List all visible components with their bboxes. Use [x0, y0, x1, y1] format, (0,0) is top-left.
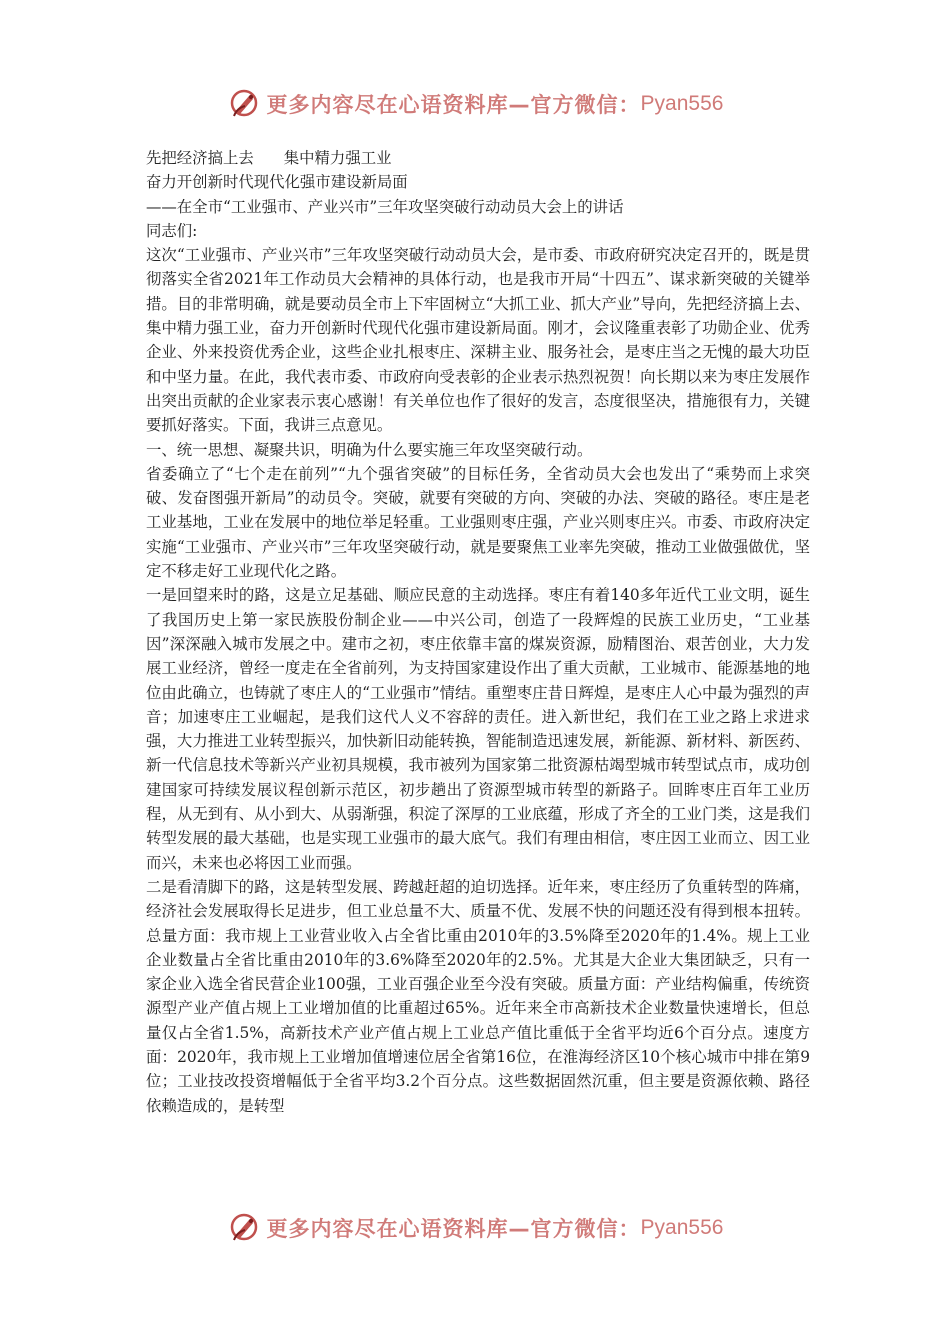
document-subtitle: 奋力开创新时代现代化强市建设新局面 — [146, 173, 408, 192]
banner-text: 更多内容尽在心语资料库—官方微信： — [266, 1217, 641, 1241]
speech-occasion: ——在全市“工业强市、产业兴市”三年攻坚突破行动动员大会上的讲话 — [146, 197, 624, 216]
library-logo-icon — [227, 1210, 263, 1246]
paragraph-intro: 这次“工业强市、产业兴市”三年攻坚突破行动动员大会，是市委、市政府研究决定召开的，既是贯彻落实全省2021年工作动员大会精神的具体行动，也是我市开局“十四五”、谋求新突破的关键举措。目的非常明确，就是要动员全市上下牢固树立“大抓工业、抓大产业”导向，先把经济搞上去、集中精力强工业，奋力开创新时代现代化强市建设新局面。刚才，会议隆重表彰了功勋企业、优秀企业、外来投资优秀企业，这些企业扎根枣庄、深耕主业、服务社会，是枣庄当之无愧的最大功臣和中坚力量。在此，我代表市委、市政府向受表彰的企业表示热烈祝贺！向长期以来为枣庄发展作出突出贡献的企业家表示衷心感谢！有关单位也作了很好的发言，态度很坚决，措施很有力，关键要抓好落实。下面，我讲三点意见。 — [146, 246, 810, 435]
banner-contact: Pyan556 — [640, 1216, 724, 1239]
salutation: 同志们: — [146, 221, 198, 240]
banner-text: 更多内容尽在心语资料库—官方微信： — [266, 93, 641, 117]
title-part-2: 集中精力强工业 — [283, 149, 392, 167]
library-logo-icon — [227, 86, 263, 122]
section-heading-1: 一、统一思想、凝聚共识，明确为什么要实施三年攻坚突破行动。 — [146, 440, 593, 459]
document-title — [146, 146, 810, 170]
document-body — [146, 146, 810, 1118]
paragraph-history: 一是回望来时的路，这是立足基础、顺应民意的主动选择。枣庄有着140多年近代工业文明，诞生了我国历史上第一家民族股份制企业——中兴公司，创造了一段辉煌的民族工业历史，“工业基因”深深融入城市发展之中。建市之初，枣庄依靠丰富的煤炭资源，励精图治、艰苦创业，大力发展工业经济，曾经一度走在全省前列，为支持国家建设作出了重大贡献，工业城市、能源基地的地位由此确立，也铸就了枣庄人的“工业强市”情结。重塑枣庄昔日辉煌，是枣庄人心中最为强烈的声音；加速枣庄工业崛起，是我们这代人义不容辞的责任。进入新世纪，我们在工业之路上求进求强，大力推进工业转型振兴，加快新旧动能转换，智能制造迅速发展，新能源、新材料、新医药、新一代信息技术等新兴产业初具规模，我市被列为国家第二批资源枯竭型城市转型试点市，成功创建国家可持续发展议程创新示范区，初步趟出了资源型城市转型的新路子。回眸枣庄百年工业历程，从无到有、从小到大、从弱渐强，积淀了深厚的工业底蕴，形成了齐全的工业门类，这是我们转型发展的最大基础，也是实现工业强市的最大底气。我们有理由相信，枣庄因工业而立、因工业而兴，未来也必将因工业而强。 — [146, 586, 810, 872]
header-watermark-banner — [0, 84, 950, 124]
paragraph-current-status: 二是看清脚下的路，这是转型发展、跨越赶超的迫切选择。近年来，枣庄经历了负重转型的阵痛，经济社会发展取得长足进步，但工业总量不大、质量不优、发展不快的问题还没有得到根本扭转。总量方面：我市规上工业营业收入占全省比重由2010年的3.5%降至2020年的1.4%。规上工业企业数量占全省比重由2010年的3.6%降至2020年的2.5%。尤其是大企业大集团缺乏，只有一家企业入选全省民营企业100强，工业百强企业至今没有突破。质量方面：产业结构偏重，传统资源型产业产值占规上工业增加值的比重超过65%。近年来全市高新技术企业数量快速增长，但总量仅占全省1.5%，高新技术产业产值占规上工业总产值比重低于全省平均近6个百分点。速度方面：2020年，我市规上工业增加值增速位居全省第16位，在淮海经济区10个核心城市中排在第9位；工业技改投资增幅低于全省平均3.2个百分点。这些数据固然沉重，但主要是资源依赖、路径依赖造成的，是转型 — [146, 877, 810, 1115]
banner-contact: Pyan556 — [640, 92, 724, 115]
title-part-1: 先把经济搞上去 — [146, 149, 254, 167]
paragraph-goals: 省委确立了“七个走在前列”“九个强省突破”的目标任务，全省动员大会也发出了“乘势而上求突破、发奋图强开新局”的动员令。突破，就要有突破的方向、突破的办法、突破的路径。枣庄是老工业基地，工业在发展中的地位举足轻重。工业强则枣庄强，产业兴则枣庄兴。市委、市政府决定实施“工业强市、产业兴市”三年攻坚突破行动，就是要聚焦工业率先突破，推动工业做强做优，坚定不移走好工业现代化之路。 — [146, 464, 810, 581]
footer-watermark-banner — [0, 1208, 950, 1248]
